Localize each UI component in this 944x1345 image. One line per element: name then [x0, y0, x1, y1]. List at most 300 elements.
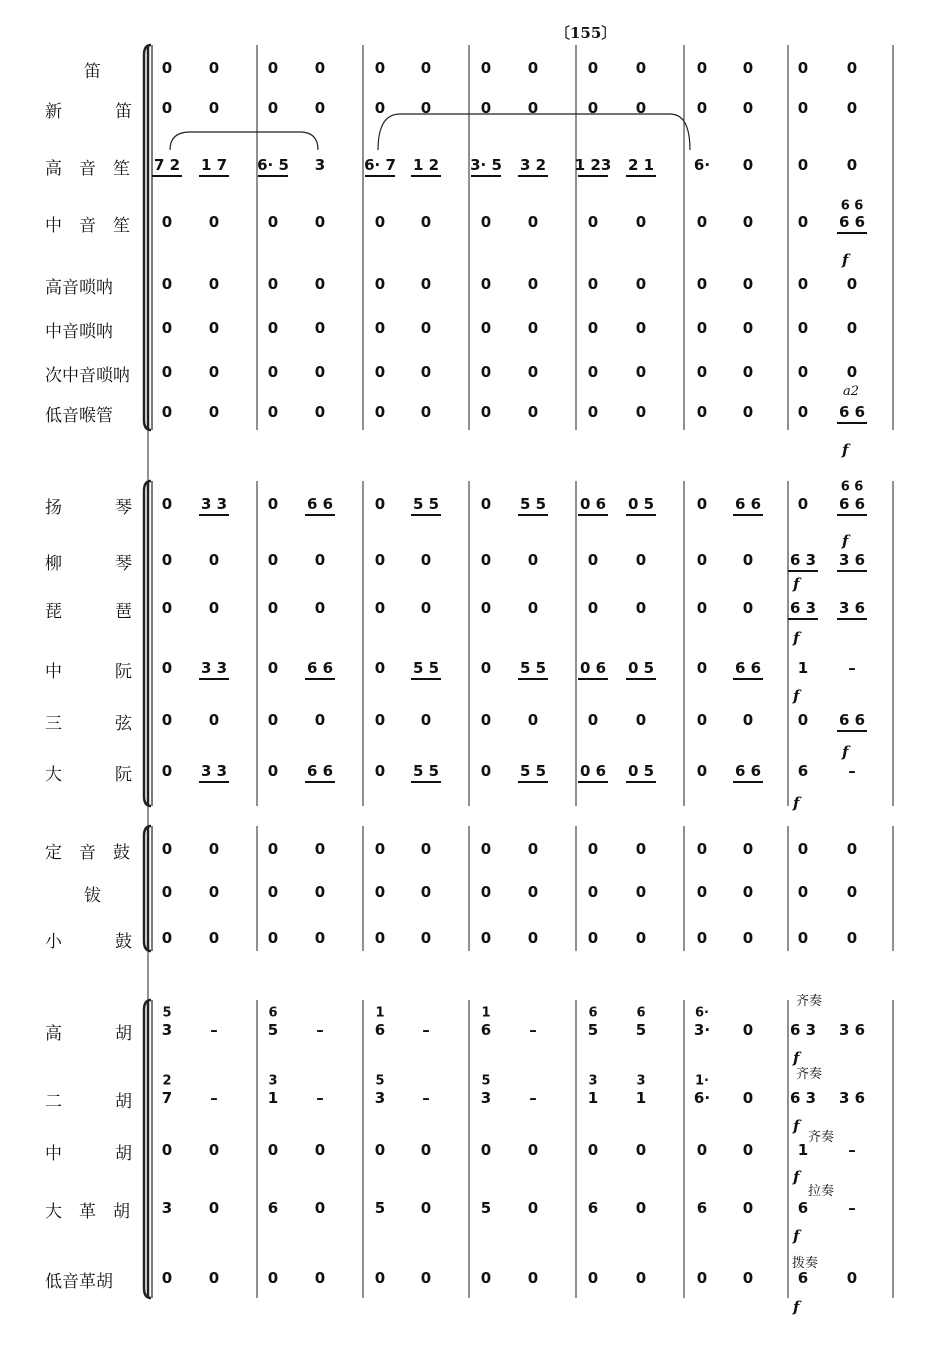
note: 0: [587, 59, 599, 77]
note: 0: [374, 319, 386, 337]
note: 0: [314, 840, 326, 858]
note: 0: [480, 319, 492, 337]
note: 0: [696, 599, 708, 617]
note: 5 5: [412, 495, 440, 513]
technique-marking: 齐奏: [796, 1067, 823, 1082]
beam: [411, 175, 441, 177]
note: 0: [314, 711, 326, 729]
beam: [305, 678, 335, 680]
note: 0: [374, 883, 386, 901]
note: 0: [696, 403, 708, 421]
note: 0: [846, 319, 858, 337]
note: 6: [587, 1199, 599, 1217]
beam: [578, 678, 608, 680]
note: 0: [314, 275, 326, 293]
note: 0: [267, 99, 279, 117]
note: 0: [374, 762, 386, 780]
note: 0: [161, 275, 173, 293]
note: 0: [420, 929, 432, 947]
note: 0: [161, 840, 173, 858]
note: 0: [314, 99, 326, 117]
note: 6: [480, 1021, 492, 1039]
note: 0: [420, 275, 432, 293]
note: 3 6: [838, 599, 866, 617]
note: 0: [480, 1141, 492, 1159]
note: –: [316, 1089, 324, 1107]
note: 1 7: [200, 156, 228, 174]
note: 0: [742, 319, 754, 337]
note: 0: [742, 599, 754, 617]
note: 3 3: [200, 659, 228, 677]
note: 0: [527, 1199, 539, 1217]
note: 0: [696, 840, 708, 858]
note: 0: [480, 363, 492, 381]
note: 0: [374, 1141, 386, 1159]
note: 0: [208, 403, 220, 421]
beam: [578, 514, 608, 516]
instrument-label: 高音唢呐: [45, 278, 113, 298]
note: 6: [267, 1199, 279, 1217]
beam: [411, 781, 441, 783]
note: 0: [742, 711, 754, 729]
note: 0: [267, 363, 279, 381]
dynamic-forte: f: [842, 251, 849, 269]
note: 6 3: [789, 599, 817, 617]
note: 0: [797, 59, 809, 77]
beam: [518, 175, 548, 177]
note: 0 6: [579, 495, 607, 513]
note: 0: [374, 1269, 386, 1287]
beam: [837, 422, 867, 424]
chord-upper-note: 1: [375, 1005, 385, 1021]
note: 0: [797, 156, 809, 174]
note: 0: [742, 883, 754, 901]
note: 6·: [693, 1089, 711, 1107]
note: 2 1: [627, 156, 655, 174]
note: 6 6: [734, 659, 762, 677]
note: 0: [846, 363, 858, 381]
note: 0: [480, 659, 492, 677]
note: 5: [587, 1021, 599, 1039]
dynamic-forte: f: [793, 1298, 800, 1316]
note: 0: [527, 99, 539, 117]
note: 0: [208, 929, 220, 947]
note: 1 2: [412, 156, 440, 174]
note: 0: [846, 1269, 858, 1287]
note: –: [529, 1021, 537, 1039]
note: 0: [161, 551, 173, 569]
note: 3: [374, 1089, 386, 1107]
note: 0: [161, 59, 173, 77]
note: 0: [635, 1269, 647, 1287]
dynamic-forte: f: [793, 687, 800, 705]
beam: [837, 570, 867, 572]
note: 3 3: [200, 495, 228, 513]
note: 0: [480, 99, 492, 117]
note: 0: [480, 213, 492, 231]
beam: [199, 175, 229, 177]
note: 0: [696, 1141, 708, 1159]
instrument-label: 中音唢呐: [45, 322, 113, 342]
note: –: [848, 762, 856, 780]
note: 0 6: [579, 762, 607, 780]
note: 0: [480, 599, 492, 617]
note: 0: [696, 551, 708, 569]
note: 5: [480, 1199, 492, 1217]
note: 0: [480, 929, 492, 947]
note: 0: [527, 363, 539, 381]
note: 0: [797, 213, 809, 231]
chord-upper-note: 3: [588, 1073, 598, 1089]
instrument-label: 定 音 鼓: [45, 843, 130, 863]
note: 0: [635, 403, 647, 421]
a2-marking: a2: [843, 384, 860, 399]
note: 0: [208, 363, 220, 381]
instrument-label: 大 阮: [45, 765, 132, 785]
note: 0: [635, 275, 647, 293]
note: 0: [797, 883, 809, 901]
note: 0: [527, 275, 539, 293]
note: 0: [527, 59, 539, 77]
note: 0: [480, 275, 492, 293]
dynamic-forte: f: [842, 743, 849, 761]
note: 0: [635, 363, 647, 381]
beam: [626, 678, 656, 680]
note: 0: [527, 711, 539, 729]
note: 3·: [693, 1021, 711, 1039]
beam: [518, 514, 548, 516]
note: 0: [208, 1199, 220, 1217]
note: 0: [587, 551, 599, 569]
instrument-label: 扬 琴: [45, 498, 132, 518]
note: 6 6: [838, 403, 866, 421]
note: 0: [314, 213, 326, 231]
dynamic-forte: f: [842, 441, 849, 459]
note: 0: [742, 213, 754, 231]
note: 0: [161, 883, 173, 901]
note: 0: [374, 363, 386, 381]
note: 0: [267, 495, 279, 513]
note: –: [210, 1089, 218, 1107]
note: 0: [635, 599, 647, 617]
chord-upper-note: 3: [268, 1073, 278, 1089]
note: 0: [267, 319, 279, 337]
dynamic-forte: f: [793, 629, 800, 647]
note: 0: [797, 840, 809, 858]
note: 0: [208, 551, 220, 569]
note: 0: [161, 99, 173, 117]
note: 0: [374, 840, 386, 858]
note: 5 5: [519, 495, 547, 513]
note: 0: [161, 213, 173, 231]
dynamic-forte: f: [793, 794, 800, 812]
note: 0: [846, 156, 858, 174]
note: –: [848, 1141, 856, 1159]
note: 0: [742, 1199, 754, 1217]
note: 0: [267, 762, 279, 780]
note: 0: [267, 599, 279, 617]
note: 0: [527, 840, 539, 858]
note: 5 5: [412, 762, 440, 780]
chord-upper-note: 6 6: [840, 198, 864, 214]
note: 3: [314, 156, 326, 174]
chord-upper-note: 5: [162, 1005, 172, 1021]
beam: [152, 175, 182, 177]
note: 0 5: [627, 495, 655, 513]
note: 0: [420, 883, 432, 901]
note: 0: [527, 883, 539, 901]
instrument-label: 中 阮: [45, 662, 132, 682]
chord-upper-note: 3: [636, 1073, 646, 1089]
note: 0: [161, 1141, 173, 1159]
instrument-label: 次中音唢呐: [45, 366, 130, 386]
instrument-label: 柳 琴: [45, 554, 132, 574]
note: 0: [742, 403, 754, 421]
note: –: [210, 1021, 218, 1039]
note: 0: [797, 929, 809, 947]
note: 0: [314, 599, 326, 617]
note: 0: [587, 1141, 599, 1159]
note: 0: [797, 319, 809, 337]
note: 0: [314, 319, 326, 337]
note: 0: [374, 213, 386, 231]
note: 6: [797, 1199, 809, 1217]
note: 0: [267, 551, 279, 569]
note: 0: [420, 1269, 432, 1287]
note: 0: [696, 495, 708, 513]
note: 0: [527, 213, 539, 231]
beam: [733, 514, 763, 516]
note: 0: [161, 403, 173, 421]
note: 0: [742, 1089, 754, 1107]
note: 0: [480, 762, 492, 780]
note: 0: [374, 99, 386, 117]
note: 0: [374, 551, 386, 569]
note: 6 6: [306, 495, 334, 513]
note: 0: [161, 711, 173, 729]
note: 0: [846, 840, 858, 858]
beam: [518, 781, 548, 783]
note: 0: [696, 363, 708, 381]
note: 0: [208, 275, 220, 293]
note: 3 3: [200, 762, 228, 780]
note: 0: [635, 883, 647, 901]
note: 0: [208, 599, 220, 617]
note: 6: [374, 1021, 386, 1039]
note: 0: [527, 551, 539, 569]
note: 0: [742, 840, 754, 858]
note: 5 5: [412, 659, 440, 677]
note: 0: [527, 1269, 539, 1287]
note: 0: [374, 929, 386, 947]
note: 0 5: [627, 659, 655, 677]
note: 1 23: [574, 156, 612, 174]
note: 0: [267, 213, 279, 231]
note: –: [422, 1021, 430, 1039]
note: –: [422, 1089, 430, 1107]
note: 0: [635, 99, 647, 117]
note: 0: [846, 275, 858, 293]
note: 0: [314, 403, 326, 421]
note: 0: [587, 403, 599, 421]
note: 6 6: [306, 659, 334, 677]
note: 0: [797, 363, 809, 381]
note: 0: [314, 363, 326, 381]
note: 0: [797, 495, 809, 513]
note: 0: [267, 929, 279, 947]
note: 0: [696, 99, 708, 117]
note: 0: [797, 711, 809, 729]
beam: [733, 678, 763, 680]
note: 0: [161, 319, 173, 337]
note: 0: [696, 1269, 708, 1287]
note: 3: [161, 1199, 173, 1217]
note: 0: [208, 319, 220, 337]
note: 0: [420, 711, 432, 729]
note: 0: [267, 711, 279, 729]
beam: [733, 781, 763, 783]
note: 0: [314, 1141, 326, 1159]
note: 0: [420, 840, 432, 858]
note: 0: [635, 59, 647, 77]
chord-upper-note: 5: [481, 1073, 491, 1089]
note: 0: [587, 213, 599, 231]
note: 6 6: [734, 762, 762, 780]
note: 1: [635, 1089, 647, 1107]
beam: [365, 175, 395, 177]
note: 0: [696, 762, 708, 780]
note: 0: [797, 275, 809, 293]
instrument-label: 高 胡: [45, 1024, 132, 1044]
instrument-label: 大 革 胡: [45, 1202, 130, 1222]
instrument-label: 低音革胡: [45, 1272, 113, 1292]
note: 0: [374, 59, 386, 77]
note: 0: [314, 551, 326, 569]
note: 0: [635, 1141, 647, 1159]
note: 0: [587, 711, 599, 729]
note: 0: [480, 840, 492, 858]
chord-upper-note: 6 6: [840, 479, 864, 495]
beam: [626, 781, 656, 783]
chord-upper-note: 1: [481, 1005, 491, 1021]
note: –: [316, 1021, 324, 1039]
note: 0: [267, 1269, 279, 1287]
dynamic-forte: f: [793, 1049, 800, 1067]
note: 0: [420, 1141, 432, 1159]
note: 0: [587, 1269, 599, 1287]
note: 0 6: [579, 659, 607, 677]
note: 0: [208, 1141, 220, 1159]
chord-upper-note: 6·: [695, 1005, 709, 1021]
note: 0: [696, 59, 708, 77]
instrument-label: 笛: [84, 62, 101, 82]
note: 0: [420, 319, 432, 337]
note: –: [848, 1199, 856, 1217]
note: 0: [267, 1141, 279, 1159]
note: 0: [420, 99, 432, 117]
note: 0: [161, 495, 173, 513]
note: 0: [208, 1269, 220, 1287]
note: –: [529, 1089, 537, 1107]
note: 1: [267, 1089, 279, 1107]
note: 5: [267, 1021, 279, 1039]
note: 0: [480, 59, 492, 77]
note: 0: [480, 403, 492, 421]
beam: [626, 175, 656, 177]
beam: [837, 232, 867, 234]
note: 6: [797, 1269, 809, 1287]
note: 0: [846, 59, 858, 77]
beam: [837, 514, 867, 516]
note: 0: [527, 403, 539, 421]
dynamic-forte: f: [793, 575, 800, 593]
note: 7 2: [153, 156, 181, 174]
note: 5: [374, 1199, 386, 1217]
beam: [199, 781, 229, 783]
chord-upper-note: 2: [162, 1073, 172, 1089]
note: 0: [420, 59, 432, 77]
beam: [411, 678, 441, 680]
note: 0: [742, 1141, 754, 1159]
beam: [305, 781, 335, 783]
note: 0: [374, 599, 386, 617]
note: 0: [527, 599, 539, 617]
note: 0: [587, 319, 599, 337]
note: 0: [742, 99, 754, 117]
note: –: [848, 659, 856, 677]
note: 0: [696, 929, 708, 947]
beam: [411, 514, 441, 516]
note: 0: [420, 599, 432, 617]
note: 6· 5: [257, 156, 289, 174]
note: 0: [420, 363, 432, 381]
note: 0: [314, 883, 326, 901]
note: 0: [742, 929, 754, 947]
note: 3 6: [838, 551, 866, 569]
technique-marking: 齐奏: [808, 1130, 835, 1145]
note: 0: [267, 403, 279, 421]
beam: [518, 678, 548, 680]
chord-upper-note: 6: [636, 1005, 646, 1021]
instrument-label: 低音喉管: [45, 406, 113, 426]
note: 0: [527, 929, 539, 947]
beam: [199, 514, 229, 516]
instrument-label: 中 胡: [45, 1144, 132, 1164]
note: 0: [696, 213, 708, 231]
note: 0: [587, 929, 599, 947]
note: 0: [797, 99, 809, 117]
beam: [788, 618, 818, 620]
note: 0: [635, 929, 647, 947]
note: 0: [635, 1199, 647, 1217]
note: 0: [208, 99, 220, 117]
note: 0: [208, 711, 220, 729]
note: 0: [267, 59, 279, 77]
note: 0: [846, 929, 858, 947]
technique-marking: 齐奏: [796, 994, 823, 1009]
beam: [305, 514, 335, 516]
note: 0: [161, 762, 173, 780]
note: 6 6: [838, 711, 866, 729]
note: 0: [527, 1141, 539, 1159]
note: 5 5: [519, 659, 547, 677]
note: 0: [420, 551, 432, 569]
note: 5: [635, 1021, 647, 1039]
instrument-label: 中 音 笙: [45, 216, 130, 236]
beam: [837, 730, 867, 732]
note: 6 3: [789, 1089, 817, 1107]
note: 6 3: [789, 551, 817, 569]
